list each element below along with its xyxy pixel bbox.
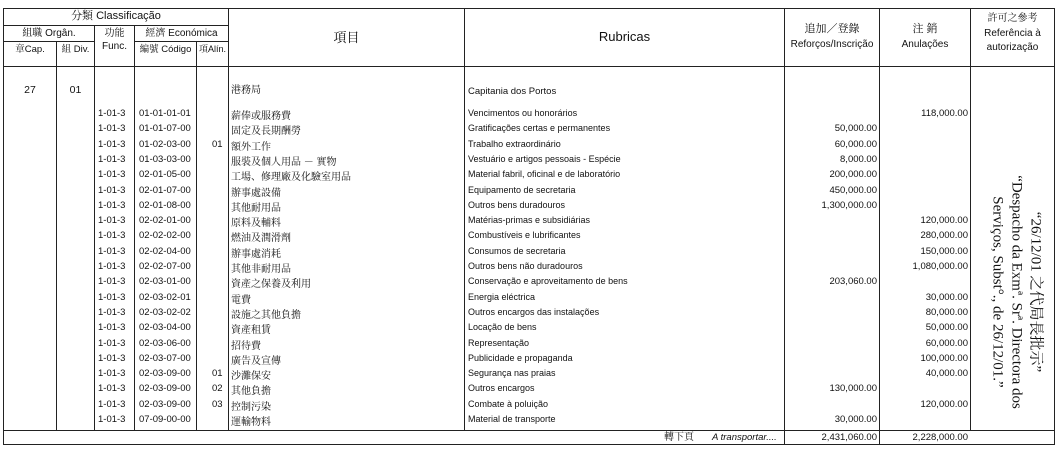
cell-item: 廣告及宣傳 xyxy=(231,355,281,367)
cell-code: 02-03-06-00 xyxy=(139,337,191,349)
section-div: 01 xyxy=(69,84,82,96)
cell-func: 1-01-3 xyxy=(98,215,126,227)
cell-code: 02-01-07-00 xyxy=(139,184,191,196)
cell-rubrica: Matérias-primas e subsidiárias xyxy=(468,215,591,226)
cell-anulacao: 40,000.00 xyxy=(925,368,968,380)
cell-rubrica: Outros bens duradouros xyxy=(468,199,566,210)
cell-anulacao: 120,000.00 xyxy=(920,215,968,227)
table-row xyxy=(0,397,1060,412)
cell-code: 02-03-02-02 xyxy=(139,306,191,318)
header-anulacoes-cn: 注 銷 xyxy=(912,23,938,35)
table-row xyxy=(0,213,1060,228)
section-cap: 27 xyxy=(24,84,36,96)
cell-func: 1-01-3 xyxy=(98,306,126,318)
cell-item: 沙灘保安 xyxy=(231,371,271,383)
cell-code: 02-01-05-00 xyxy=(139,169,191,181)
authorization-line-1: “26/12/01 之代局長批示” xyxy=(1027,211,1044,373)
cell-item: 薪俸或服務費 xyxy=(231,111,291,122)
cell-code: 02-03-04-00 xyxy=(139,322,191,334)
cell-func: 1-01-3 xyxy=(98,108,126,119)
cell-item: 電費 xyxy=(231,294,251,306)
cell-func: 1-01-3 xyxy=(98,337,126,349)
header-anulacoes-pt: Anulações xyxy=(901,39,949,50)
cell-code: 02-02-01-00 xyxy=(139,215,191,227)
cell-reforco: 50,000.00 xyxy=(834,123,877,135)
table-row xyxy=(0,336,1060,351)
cell-rubrica: Publicidade e propaganda xyxy=(468,352,573,363)
cell-func: 1-01-3 xyxy=(98,184,126,196)
cell-rubrica: Outros encargos das instalações xyxy=(468,306,600,317)
header-rubricas: Rubricas xyxy=(598,29,651,44)
cell-func: 1-01-3 xyxy=(98,153,126,165)
header-codigo: 編號 Código xyxy=(139,44,192,55)
section-rubrica: Capitania dos Portos xyxy=(468,86,557,97)
table-row xyxy=(0,183,1060,198)
cell-anulacao: 1,080,000.00 xyxy=(912,261,968,272)
cell-func: 1-01-3 xyxy=(98,169,126,181)
cell-func: 1-01-3 xyxy=(98,291,126,303)
cell-code: 07-09-00-00 xyxy=(139,414,191,425)
table-row xyxy=(0,152,1060,167)
rule xyxy=(3,430,1054,431)
footer-label-cn: 轉下頁 xyxy=(664,432,694,443)
cell-func: 1-01-3 xyxy=(98,414,126,425)
cell-code: 02-03-02-01 xyxy=(139,291,191,303)
cell-rubrica: Vencimentos ou honorários xyxy=(468,108,578,118)
cell-alin: 02 xyxy=(212,383,223,395)
cell-reforco: 130,000.00 xyxy=(829,383,877,395)
cell-item: 固定及長期酬勞 xyxy=(231,126,301,138)
cell-rubrica: Equipamento de secretaria xyxy=(468,184,576,195)
footer-total-reforcos: 2,431,060.00 xyxy=(821,432,877,443)
cell-func: 1-01-3 xyxy=(98,398,126,410)
cell-item: 燃油及潤滑劑 xyxy=(231,233,291,245)
authorization-line-2: “Despacho da Exmª. Srª. Directora dos xyxy=(1008,175,1025,409)
cell-rubrica: Material de transporte xyxy=(468,414,556,424)
cell-func: 1-01-3 xyxy=(98,245,126,257)
cell-code: 02-03-09-00 xyxy=(139,383,191,395)
cell-code: 01-02-03-00 xyxy=(139,138,191,150)
cell-anulacao: 80,000.00 xyxy=(925,306,968,318)
cell-code: 02-01-08-00 xyxy=(139,199,191,211)
header-item: 項目 xyxy=(333,30,360,45)
table-row xyxy=(0,228,1060,243)
rule xyxy=(3,8,1054,9)
cell-reforco: 60,000.00 xyxy=(834,138,877,150)
cell-item: 資產之保養及利用 xyxy=(231,279,311,291)
table-row xyxy=(0,366,1060,381)
table-row xyxy=(0,167,1060,182)
cell-anulacao: 100,000.00 xyxy=(920,352,968,364)
cell-code: 02-02-02-00 xyxy=(139,230,191,242)
cell-code: 01-03-03-00 xyxy=(139,153,191,165)
header-organ: 組職 Orgân. xyxy=(22,28,76,39)
table-row xyxy=(0,274,1060,289)
cell-item: 控制污染 xyxy=(231,401,271,413)
footer-label-pt: A transportar.... xyxy=(712,432,777,443)
section-item: 港務局 xyxy=(231,85,261,96)
cell-func: 1-01-3 xyxy=(98,276,126,288)
cell-rubrica: Locação de bens xyxy=(468,322,537,333)
table-row xyxy=(0,106,1060,121)
cell-reforco: 450,000.00 xyxy=(829,184,877,196)
cell-item: 工場、修理廠及化驗室用品 xyxy=(231,172,351,184)
header-alin: 項Alín. xyxy=(198,44,226,54)
cell-rubrica: Consumos de secretaria xyxy=(468,245,566,256)
rule xyxy=(3,41,94,42)
cell-item: 設施之其他負擔 xyxy=(231,309,301,321)
cell-item: 辦事處消耗 xyxy=(231,248,281,260)
cell-rubrica: Conservação e aproveitamento de bens xyxy=(468,276,628,287)
cell-anulacao: 50,000.00 xyxy=(925,322,968,334)
cell-func: 1-01-3 xyxy=(98,368,126,380)
cell-rubrica: Representação xyxy=(468,337,530,348)
cell-func: 1-01-3 xyxy=(98,352,126,364)
cell-func: 1-01-3 xyxy=(98,383,126,395)
table-row xyxy=(0,198,1060,213)
rule xyxy=(3,66,1054,67)
cell-rubrica: Vestuário e artigos pessoais - Espécie xyxy=(468,153,621,164)
cell-rubrica: Segurança nas praias xyxy=(468,368,556,379)
cell-item: 辦事處設備 xyxy=(231,187,281,199)
cell-alin: 01 xyxy=(212,368,223,380)
cell-code: 02-03-07-00 xyxy=(139,352,191,364)
authorization-note xyxy=(975,172,1057,412)
cell-rubrica: Trabalho extraordinário xyxy=(468,138,561,149)
cell-code: 02-02-07-00 xyxy=(139,261,191,272)
cell-anulacao: 150,000.00 xyxy=(920,245,968,257)
cell-reforco: 1,300,000.00 xyxy=(821,199,877,211)
footer-total-anulacoes: 2,228,000.00 xyxy=(912,432,968,443)
table-row xyxy=(0,244,1060,259)
header-economica: 經濟 Económica xyxy=(145,28,218,39)
cell-rubrica: Material fabril, oficinal e de laboratório xyxy=(468,169,621,180)
cell-func: 1-01-3 xyxy=(98,322,126,334)
header-func: 功能 xyxy=(104,28,125,39)
cell-item: 招待費 xyxy=(231,340,261,352)
table-row xyxy=(0,381,1060,396)
table-row xyxy=(0,351,1060,366)
header-reforcos-cn: 追加／登錄 xyxy=(804,23,860,35)
table-row xyxy=(0,290,1060,305)
header-classificacao: 分類 Classificação xyxy=(71,10,161,22)
header-reforcos-pt: Reforços/Inscrição xyxy=(790,39,874,50)
header-ref-cn: 許可之參考 xyxy=(987,13,1038,24)
table-row xyxy=(0,305,1060,320)
cell-reforco: 203,060.00 xyxy=(829,276,877,288)
cell-anulacao: 280,000.00 xyxy=(920,230,968,242)
cell-anulacao: 118,000.00 xyxy=(921,108,968,119)
cell-rubrica: Outros bens não duradouros xyxy=(468,261,583,271)
table-row xyxy=(0,137,1060,152)
table-row xyxy=(0,412,1060,427)
cell-item: 運輸物料 xyxy=(231,417,271,428)
cell-anulacao: 120,000.00 xyxy=(920,398,968,410)
rule xyxy=(3,25,228,26)
table-row xyxy=(0,320,1060,335)
cell-item: 其他非耐用品 xyxy=(231,264,291,275)
cell-code: 01-01-07-00 xyxy=(139,123,191,135)
cell-reforco: 30,000.00 xyxy=(834,414,877,425)
rule xyxy=(134,41,228,42)
cell-alin: 01 xyxy=(212,138,223,150)
rule xyxy=(3,444,1054,445)
cell-reforco: 8,000.00 xyxy=(840,153,877,165)
cell-rubrica: Combate à poluição xyxy=(468,398,549,409)
cell-func: 1-01-3 xyxy=(98,138,126,150)
cell-rubrica: Gratificações certas e permanentes xyxy=(468,123,611,134)
cell-rubrica: Outros encargos xyxy=(468,383,535,394)
authorization-line-3: Serviços, Subst°., de 26/12/01.” xyxy=(989,196,1006,388)
cell-anulacao: 30,000.00 xyxy=(925,291,968,303)
cell-rubrica: Energia eléctrica xyxy=(468,291,536,302)
cell-code: 02-03-01-00 xyxy=(139,276,191,288)
cell-item: 其他負擔 xyxy=(231,386,271,398)
cell-alin: 03 xyxy=(212,398,223,410)
cell-func: 1-01-3 xyxy=(98,123,126,135)
cell-code: 02-03-09-00 xyxy=(139,368,191,380)
cell-item: 原料及輔料 xyxy=(231,218,281,230)
cell-code: 02-03-09-00 xyxy=(139,398,191,410)
cell-reforco: 200,000.00 xyxy=(829,169,877,181)
header-cap: 章Cap. xyxy=(15,44,45,55)
header-ref-pt2: autorização xyxy=(986,42,1039,53)
cell-func: 1-01-3 xyxy=(98,261,126,272)
table-row xyxy=(0,259,1060,274)
cell-anulacao: 60,000.00 xyxy=(925,337,968,349)
cell-rubrica: Combustíveis e lubrificantes xyxy=(468,230,581,241)
table-row xyxy=(0,121,1060,136)
cell-item: 額外工作 xyxy=(231,141,271,153)
header-func-pt: Func. xyxy=(101,41,127,52)
cell-item: 資產租賃 xyxy=(231,325,271,337)
header-div: 組 Div. xyxy=(61,44,90,55)
cell-code: 01-01-01-01 xyxy=(139,108,191,119)
cell-item: 其他耐用品 xyxy=(231,202,281,214)
cell-item: 服裝及個人用品 － 實物 xyxy=(231,156,337,168)
header-ref-pt1: Referência à xyxy=(984,28,1041,39)
cell-func: 1-01-3 xyxy=(98,199,126,211)
cell-func: 1-01-3 xyxy=(98,230,126,242)
cell-code: 02-02-04-00 xyxy=(139,245,191,257)
